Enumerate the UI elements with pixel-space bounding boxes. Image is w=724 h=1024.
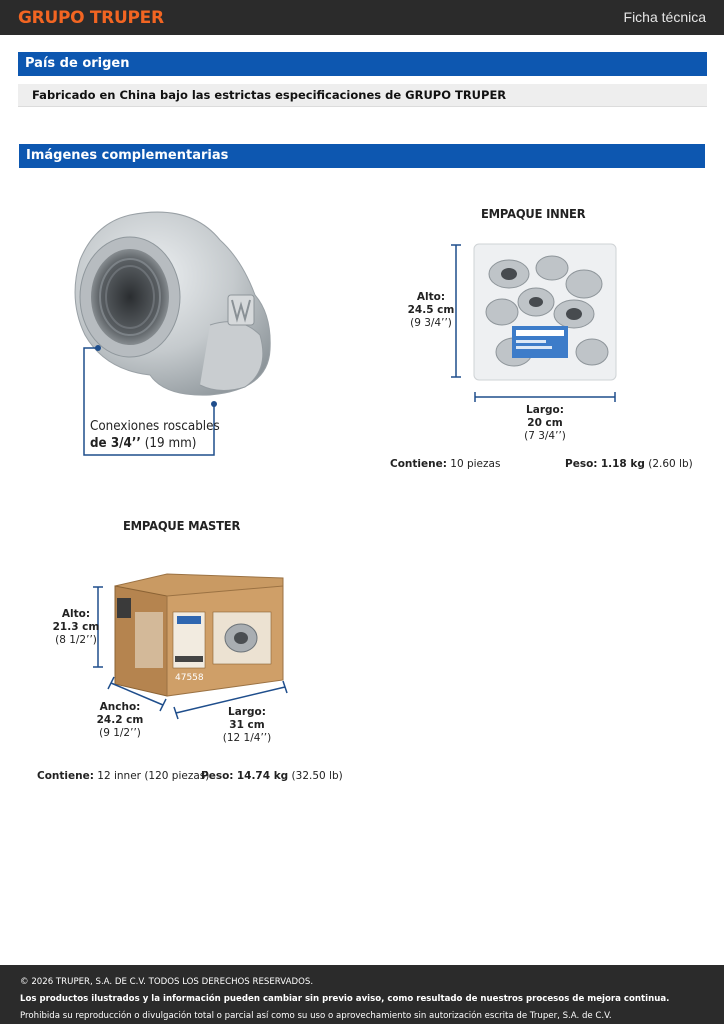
master-box-code: 47558	[175, 673, 204, 683]
callout-line1: Conexiones roscables	[90, 419, 220, 434]
footer	[0, 965, 724, 1024]
master-width-label: Ancho: 24.2 cm (9 1/2’’)	[96, 701, 144, 739]
inner-height-label: Alto: 24.5 cm (9 3/4’’)	[407, 291, 455, 329]
inner-length-dimension	[474, 391, 616, 403]
section-header-images: Imágenes complementarias	[19, 144, 705, 168]
master-title: EMPAQUE MASTER	[123, 518, 241, 533]
section-header-origin: País de origen	[18, 52, 707, 76]
inner-bag-image	[474, 244, 616, 380]
inner-length-label: Largo: 20 cm (7 3/4’’)	[524, 404, 566, 442]
inner-contents: Contiene: 10 piezas	[390, 458, 501, 470]
master-height-label: Alto: 21.3 cm (8 1/2’’)	[52, 608, 100, 646]
callout-size: de 3/4’’	[90, 436, 141, 451]
origin-text: Fabricado en China bajo las estrictas especificaciones de GRUPO TRUPER	[18, 84, 707, 107]
brand-logo: GRUPO TRUPER	[18, 8, 164, 28]
inner-weight: Peso: 1.18 kg (2.60 lb)	[565, 458, 693, 470]
callout-size-mm: (19 mm)	[144, 436, 197, 451]
footer-copyright: © 2026 TRUPER, S.A. DE C.V. TODOS LOS DERECHOS RESERVADOS.	[20, 977, 314, 987]
master-length-label: Largo: 31 cm (12 1/4’’)	[222, 706, 272, 744]
master-box-image	[115, 572, 285, 696]
master-weight: Peso: 14.74 kg (32.50 lb)	[201, 770, 343, 782]
master-contents: Contiene: 12 inner (120 piezas)	[37, 770, 210, 782]
footer-notice: Los productos ilustrados y la información pueden cambiar sin previo aviso, como resultado de nuestros procesos de mejora continua.	[20, 994, 670, 1004]
document-type: Ficha técnica	[623, 9, 706, 25]
footer-legal: Prohibida su reproducción o divulgación total o parcial así como su uso o aprovechamiento sin autorización escrita de Truper, S.A. de C.V.	[20, 1011, 612, 1021]
top-bar	[0, 0, 724, 35]
product-callout	[90, 418, 220, 452]
inner-title: EMPAQUE INNER	[481, 206, 586, 221]
